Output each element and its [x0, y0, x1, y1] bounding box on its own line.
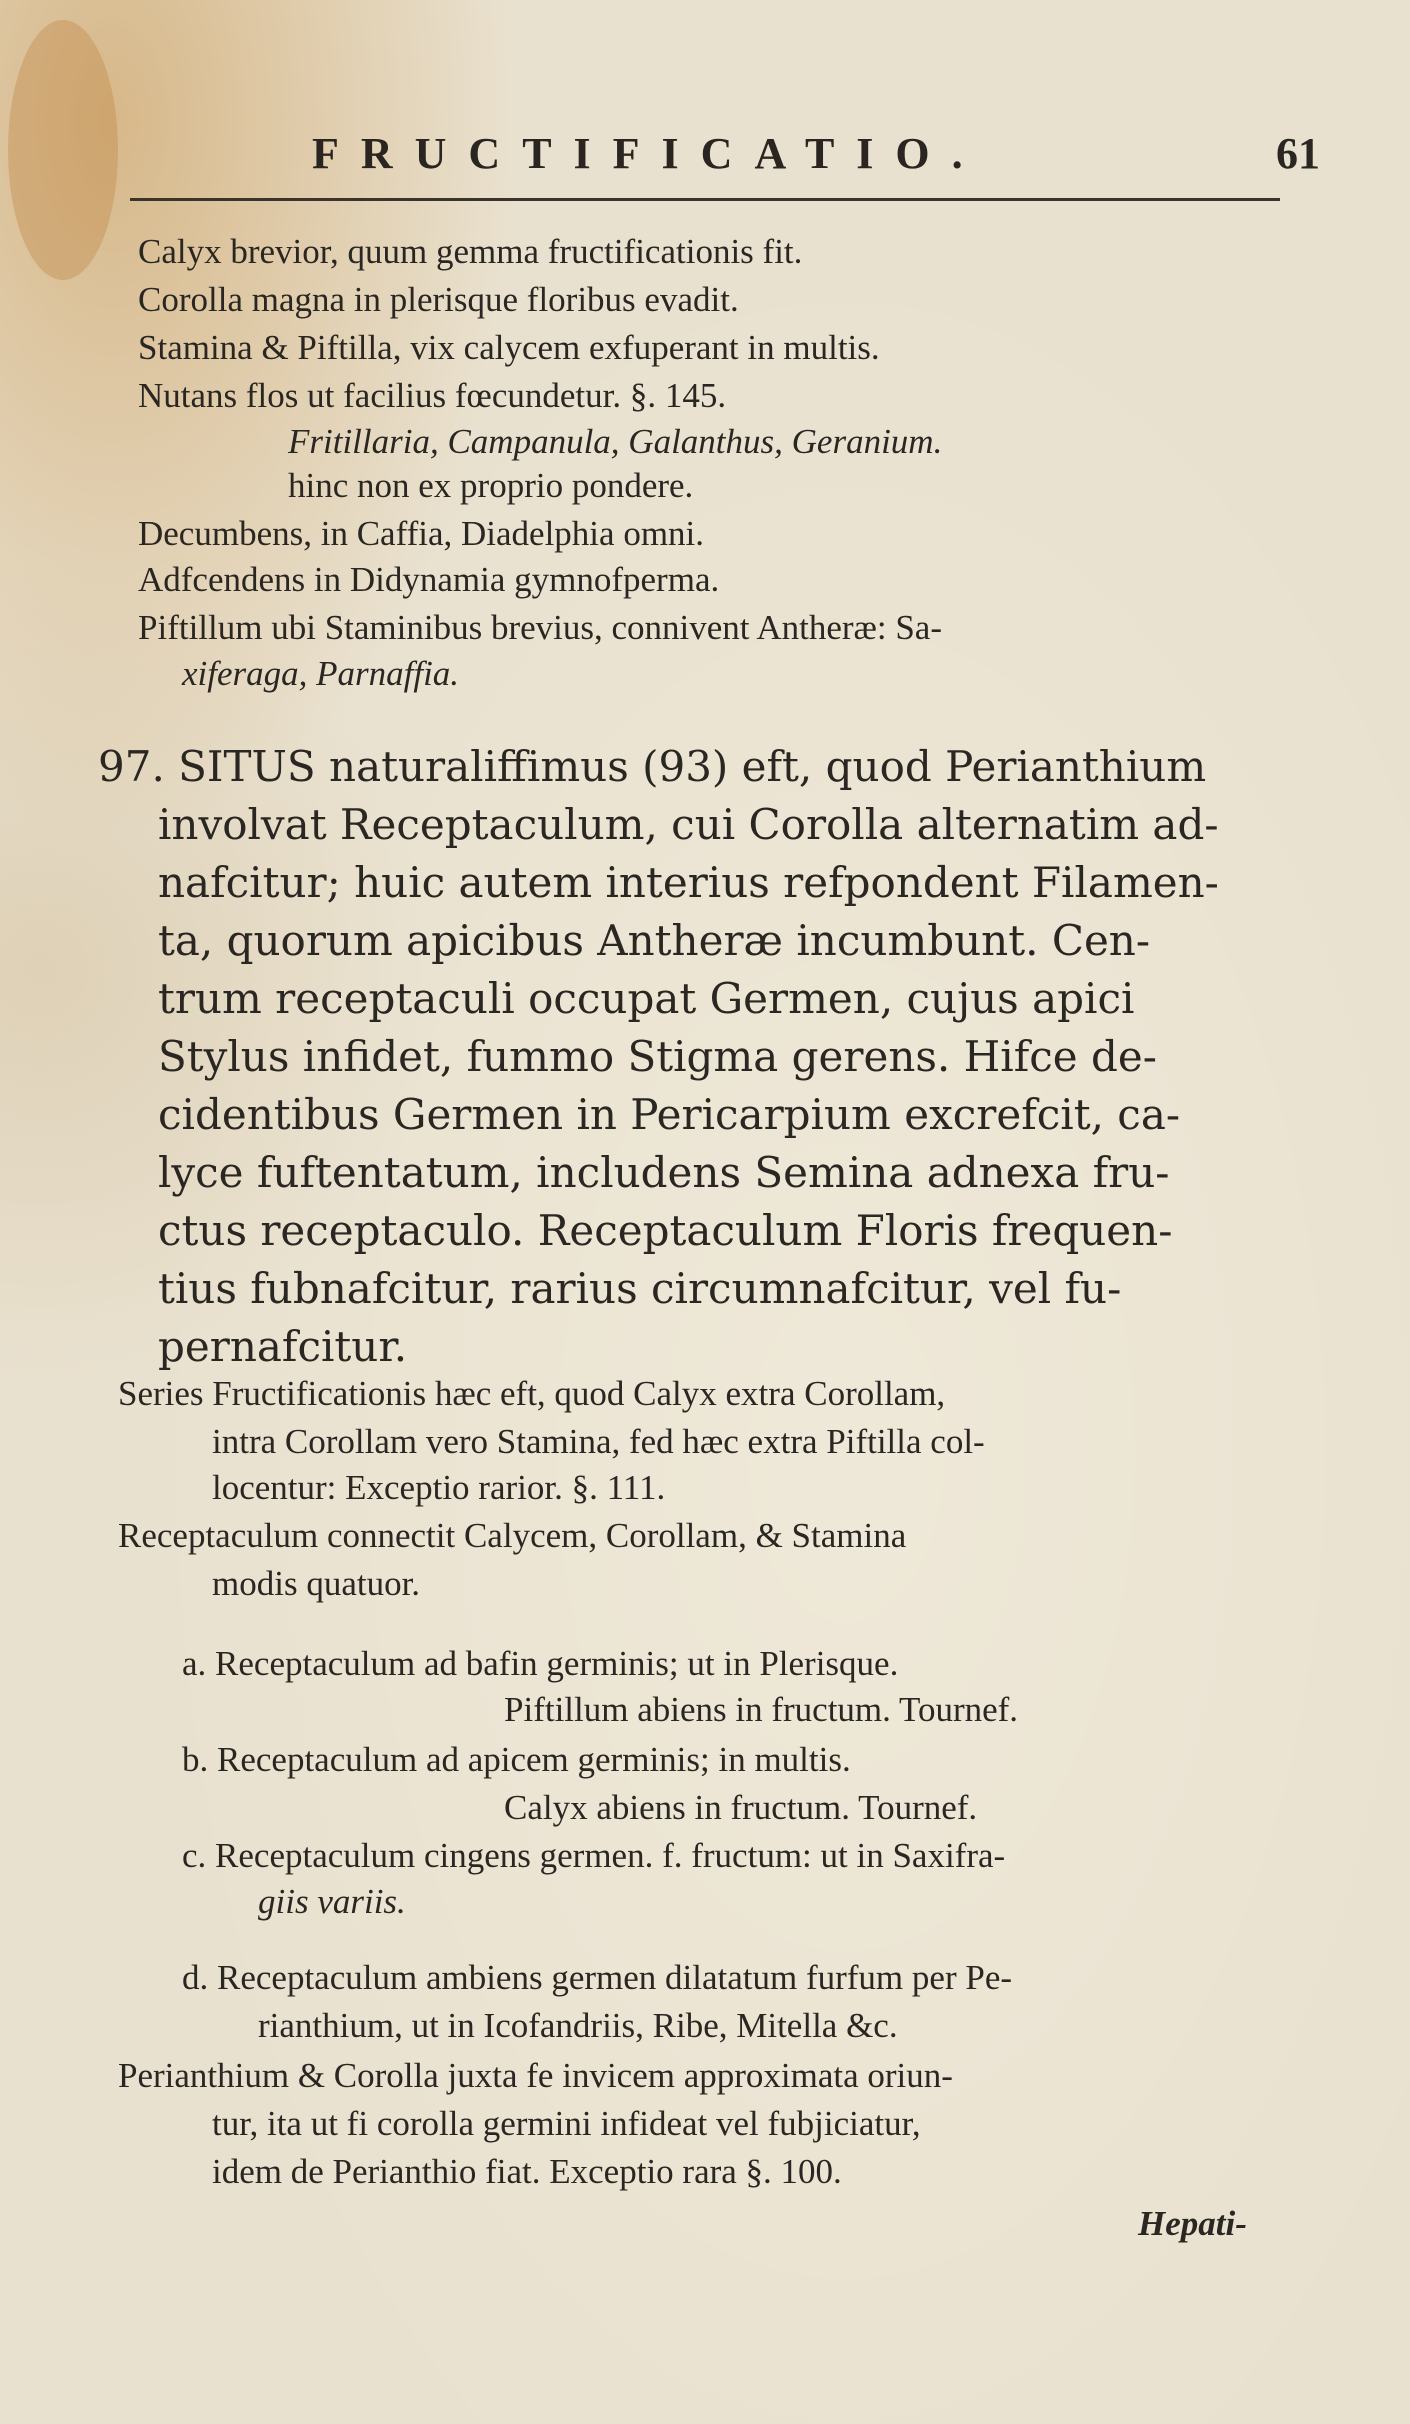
note-line: Calyx brevior, quum gemma fructificationis fit. [138, 232, 803, 271]
paragraph-line: nafcitur; huic autem interius refpondent Filamen- [158, 858, 1219, 907]
note-line: Adfcendens in Didynamia gymnofperma. [138, 560, 720, 599]
page-stain [8, 20, 118, 280]
running-header [300, 128, 1320, 188]
paragraph-line: lyce fuftentatum, includens Semina adnexa fru- [158, 1148, 1170, 1197]
header-rule [130, 198, 1280, 201]
paragraph-line: trum receptaculi occupat Germen, cujus apici [158, 974, 1135, 1023]
paragraph-line: 97. SITUS naturaliffimus (93) eft, quod Perianthium [98, 742, 1207, 791]
note-line: rianthium, ut in Icofandriis, Ribe, Mitella &c. [258, 2006, 898, 2045]
paragraph-line: ta, quorum apicibus Antheræ incumbunt. Cen- [158, 916, 1151, 965]
note-line: b. Receptaculum ad apicem germinis; in multis. [182, 1740, 851, 1779]
note-line: Series Fructificationis hæc eft, quod Calyx extra Corollam, [118, 1374, 946, 1413]
note-line: idem de Perianthio fiat. Exceptio rara §. 100. [212, 2152, 842, 2191]
catchword: Hepati- [1138, 2204, 1247, 2243]
note-line: Perianthium & Corolla juxta fe invicem approximata oriun- [118, 2056, 953, 2095]
note-line: Decumbens, in Caffia, Diadelphia omni. [138, 514, 705, 553]
paragraph-line: tius fubnafcitur, rarius circumnafcitur, vel fu- [158, 1264, 1122, 1313]
note-line: Piftillum abiens in fructum. Tournef. [504, 1690, 1019, 1729]
note-line: locentur: Exceptio rarior. §. 111. [212, 1468, 666, 1507]
note-line: Corolla magna in plerisque floribus evadit. [138, 280, 739, 319]
note-line: Stamina & Piftilla, vix calycem exfuperant in multis. [138, 328, 880, 367]
note-line: Piftillum ubi Staminibus brevius, connivent Antheræ: Sa- [138, 608, 942, 647]
note-line: Calyx abiens in fructum. Tournef. [504, 1788, 978, 1827]
note-line: modis quatuor. [212, 1564, 421, 1603]
note-line: giis variis. [258, 1882, 406, 1921]
note-line: Nutans flos ut facilius fœcundetur. §. 145. [138, 376, 727, 415]
note-line: Fritillaria, Campanula, Galanthus, Geranium. [288, 422, 943, 461]
note-line: tur, ita ut fi corolla germini infideat vel fubjiciatur, [212, 2104, 921, 2143]
paragraph-line: cidentibus Germen in Pericarpium excrefcit, ca- [158, 1090, 1181, 1139]
note-line: a. Receptaculum ad bafin germinis; ut in Plerisque. [182, 1644, 899, 1683]
paragraph-line: involvat Receptaculum, cui Corolla alternatim ad- [158, 800, 1219, 849]
note-line: xiferaga, Parnaffia. [182, 654, 460, 693]
running-title: FRUCTIFICATIO. [312, 129, 985, 178]
paragraph-line: Stylus infidet, fummo Stigma gerens. Hifce de- [158, 1032, 1157, 1081]
note-line: c. Receptaculum cingens germen. f. fructum: ut in Saxifra- [182, 1836, 1006, 1875]
note-line: intra Corollam vero Stamina, fed hæc extra Piftilla col- [212, 1422, 985, 1461]
page-number: 61 [1276, 129, 1320, 178]
paragraph-line: pernafcitur. [158, 1322, 408, 1371]
note-line: Receptaculum connectit Calycem, Corollam, & Stamina [118, 1516, 907, 1555]
note-line: d. Receptaculum ambiens germen dilatatum furfum per Pe- [182, 1958, 1013, 1997]
paragraph-line: ctus receptaculo. Receptaculum Floris frequen- [158, 1206, 1173, 1255]
note-line: hinc non ex proprio pondere. [288, 466, 694, 505]
